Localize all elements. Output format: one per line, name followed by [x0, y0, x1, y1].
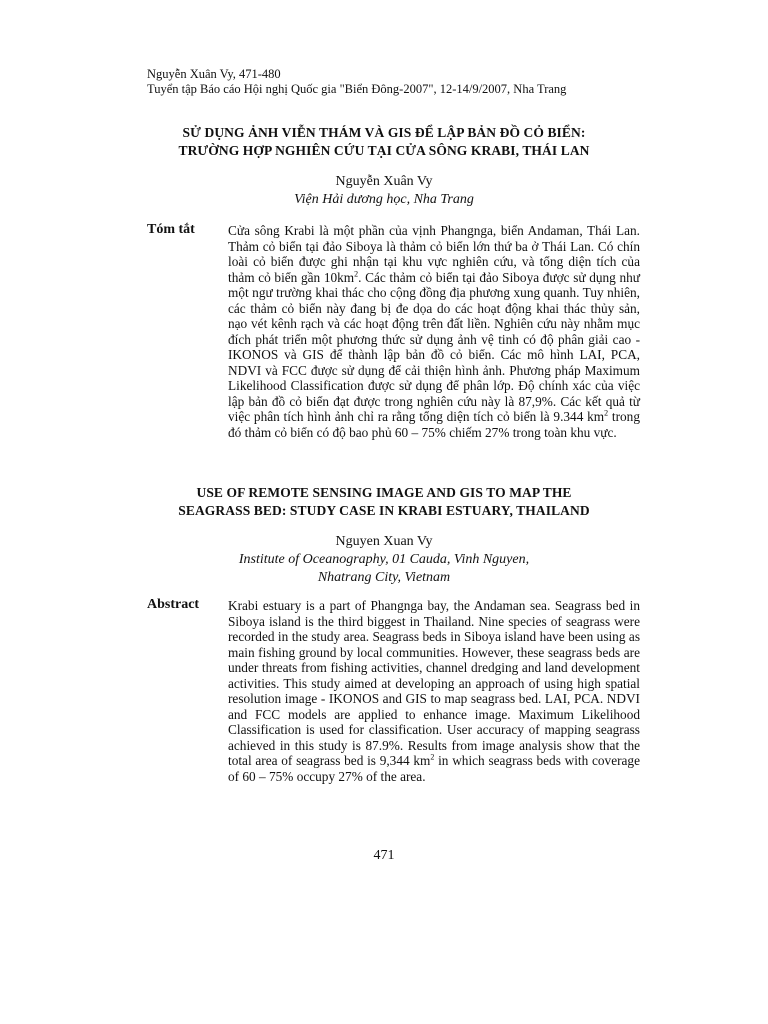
english-abstract-text-1: Krabi estuary is a part of Phangnga bay, the Andaman sea. Seagrass bed in Siboya island is the third biggest in Thailand. Nine species of seagrass were recorded in the study area. Seagrass beds in Siboya island have been using as main fishing ground by local communities. However, these seagrass beds are under threats from fishing activities, channel dredging and land development activities. This study aimed at developing an approach of using high spatial resolution image - IKONOS and GIS to map seagrass bed. LAI, PCA. NDVI and FCC models are applied to enhance image. Maximum Likelihood Classification is used for classification. User accuracy of mapping seagrass achieved in this study is 87.9%. Results from image analysis show that the total area of seagrass bed is 9,344 km: [228, 598, 640, 768]
english-abstract-label: Abstract: [147, 597, 200, 612]
english-title-line-2: SEAGRASS BED: STUDY CASE IN KRABI ESTUARY, THAILAND: [178, 503, 590, 518]
vietnamese-abstract-label: Tóm tắt: [147, 222, 195, 237]
english-author-name: Nguyen Xuan Vy: [335, 534, 433, 549]
header-proceedings: Tuyển tập Báo cáo Hội nghị Quốc gia "Biển Đông-2007", 12-14/9/2007, Nha Trang: [147, 82, 567, 96]
vietnamese-abstract-text-2: . Các thảm cỏ biển tại đảo Siboya được sử dụng như một ngư trường khai thác cho cộng đồng địa phương xung quanh. Tuy nhiên, các thảm cỏ biển này đang bị đe dọa do các hoạt động khai thác thủy sản, nạo vét kênh rạch và các hoạt động trên đất liền. Nghiên cứu này nhằm mục đích phát triển một phương thức sử dụng ảnh vệ tinh có độ phân giải cao - IKONOS và GIS để thành lập bản đồ cỏ biển. Các mô hình LAI, PCA, NDVI và FCC được sử dụng để cải thiện hình ảnh. Phương pháp Maximum Likelihood Classification được sử dụng để phân lớp. Độ chính xác của việc lập bản đồ cỏ biển đạt được trong nghiên cứu này là 87,9%. Các kết quả từ việc phân tích hình ảnh chỉ ra rằng tổng diện tích cỏ biển là 9.344 km: [228, 269, 640, 424]
vietnamese-abstract-text-1: Cửa sông Krabi là một phần của vịnh Phangnga, biển Andaman, Thái Lan. Thảm cỏ biển tại đảo Siboya là thảm cỏ biển lớn thứ ba ở Thái Lan. Có chín loài cỏ biển được ghi nhận tại khu vực nghiên cứu, và tổng diện tích của thảm cỏ biển gần 10km: [228, 223, 640, 285]
english-abstract: [228, 598, 640, 784]
english-title: [120, 484, 648, 520]
english-title-line-1: USE OF REMOTE SENSING IMAGE AND GIS TO MAP THE: [196, 485, 572, 500]
english-author-block: [140, 533, 628, 587]
vietnamese-title: [120, 124, 648, 160]
vietnamese-abstract-text-3: trong đó thảm cỏ biển có độ bao phủ 60 – 75% chiếm 27% trong toàn khu vực.: [228, 409, 640, 440]
page-number: 471: [373, 848, 395, 863]
running-header: [147, 67, 566, 97]
vietnamese-affiliation: Viện Hải dương học, Nha Trang: [294, 192, 474, 207]
superscript: 2: [354, 269, 359, 279]
vietnamese-abstract: [228, 223, 640, 440]
vietnamese-author-name: Nguyễn Xuân Vy: [335, 174, 433, 189]
vietnamese-title-line-2: TRƯỜNG HỢP NGHIÊN CỨU TẠI CỬA SÔNG KRABI, THÁI LAN: [178, 143, 590, 158]
superscript: 2: [604, 408, 609, 418]
header-citation: Nguyễn Xuân Vy, 471-480: [147, 67, 281, 81]
vietnamese-author-block: [140, 173, 628, 209]
vietnamese-title-line-1: SỬ DỤNG ẢNH VIỄN THÁM VÀ GIS ĐỂ LẬP BẢN ĐỒ CỎ BIỂN:: [182, 125, 586, 140]
english-abstract-text-2: in which seagrass beds with coverage of 60 – 75% occupy 27% of the area.: [228, 753, 640, 784]
english-affiliation-line-1: Institute of Oceanography, 01 Cauda, Vinh Nguyen,: [238, 552, 530, 567]
superscript: 2: [430, 752, 435, 762]
english-affiliation-line-2: Nhatrang City, Vietnam: [317, 570, 451, 585]
